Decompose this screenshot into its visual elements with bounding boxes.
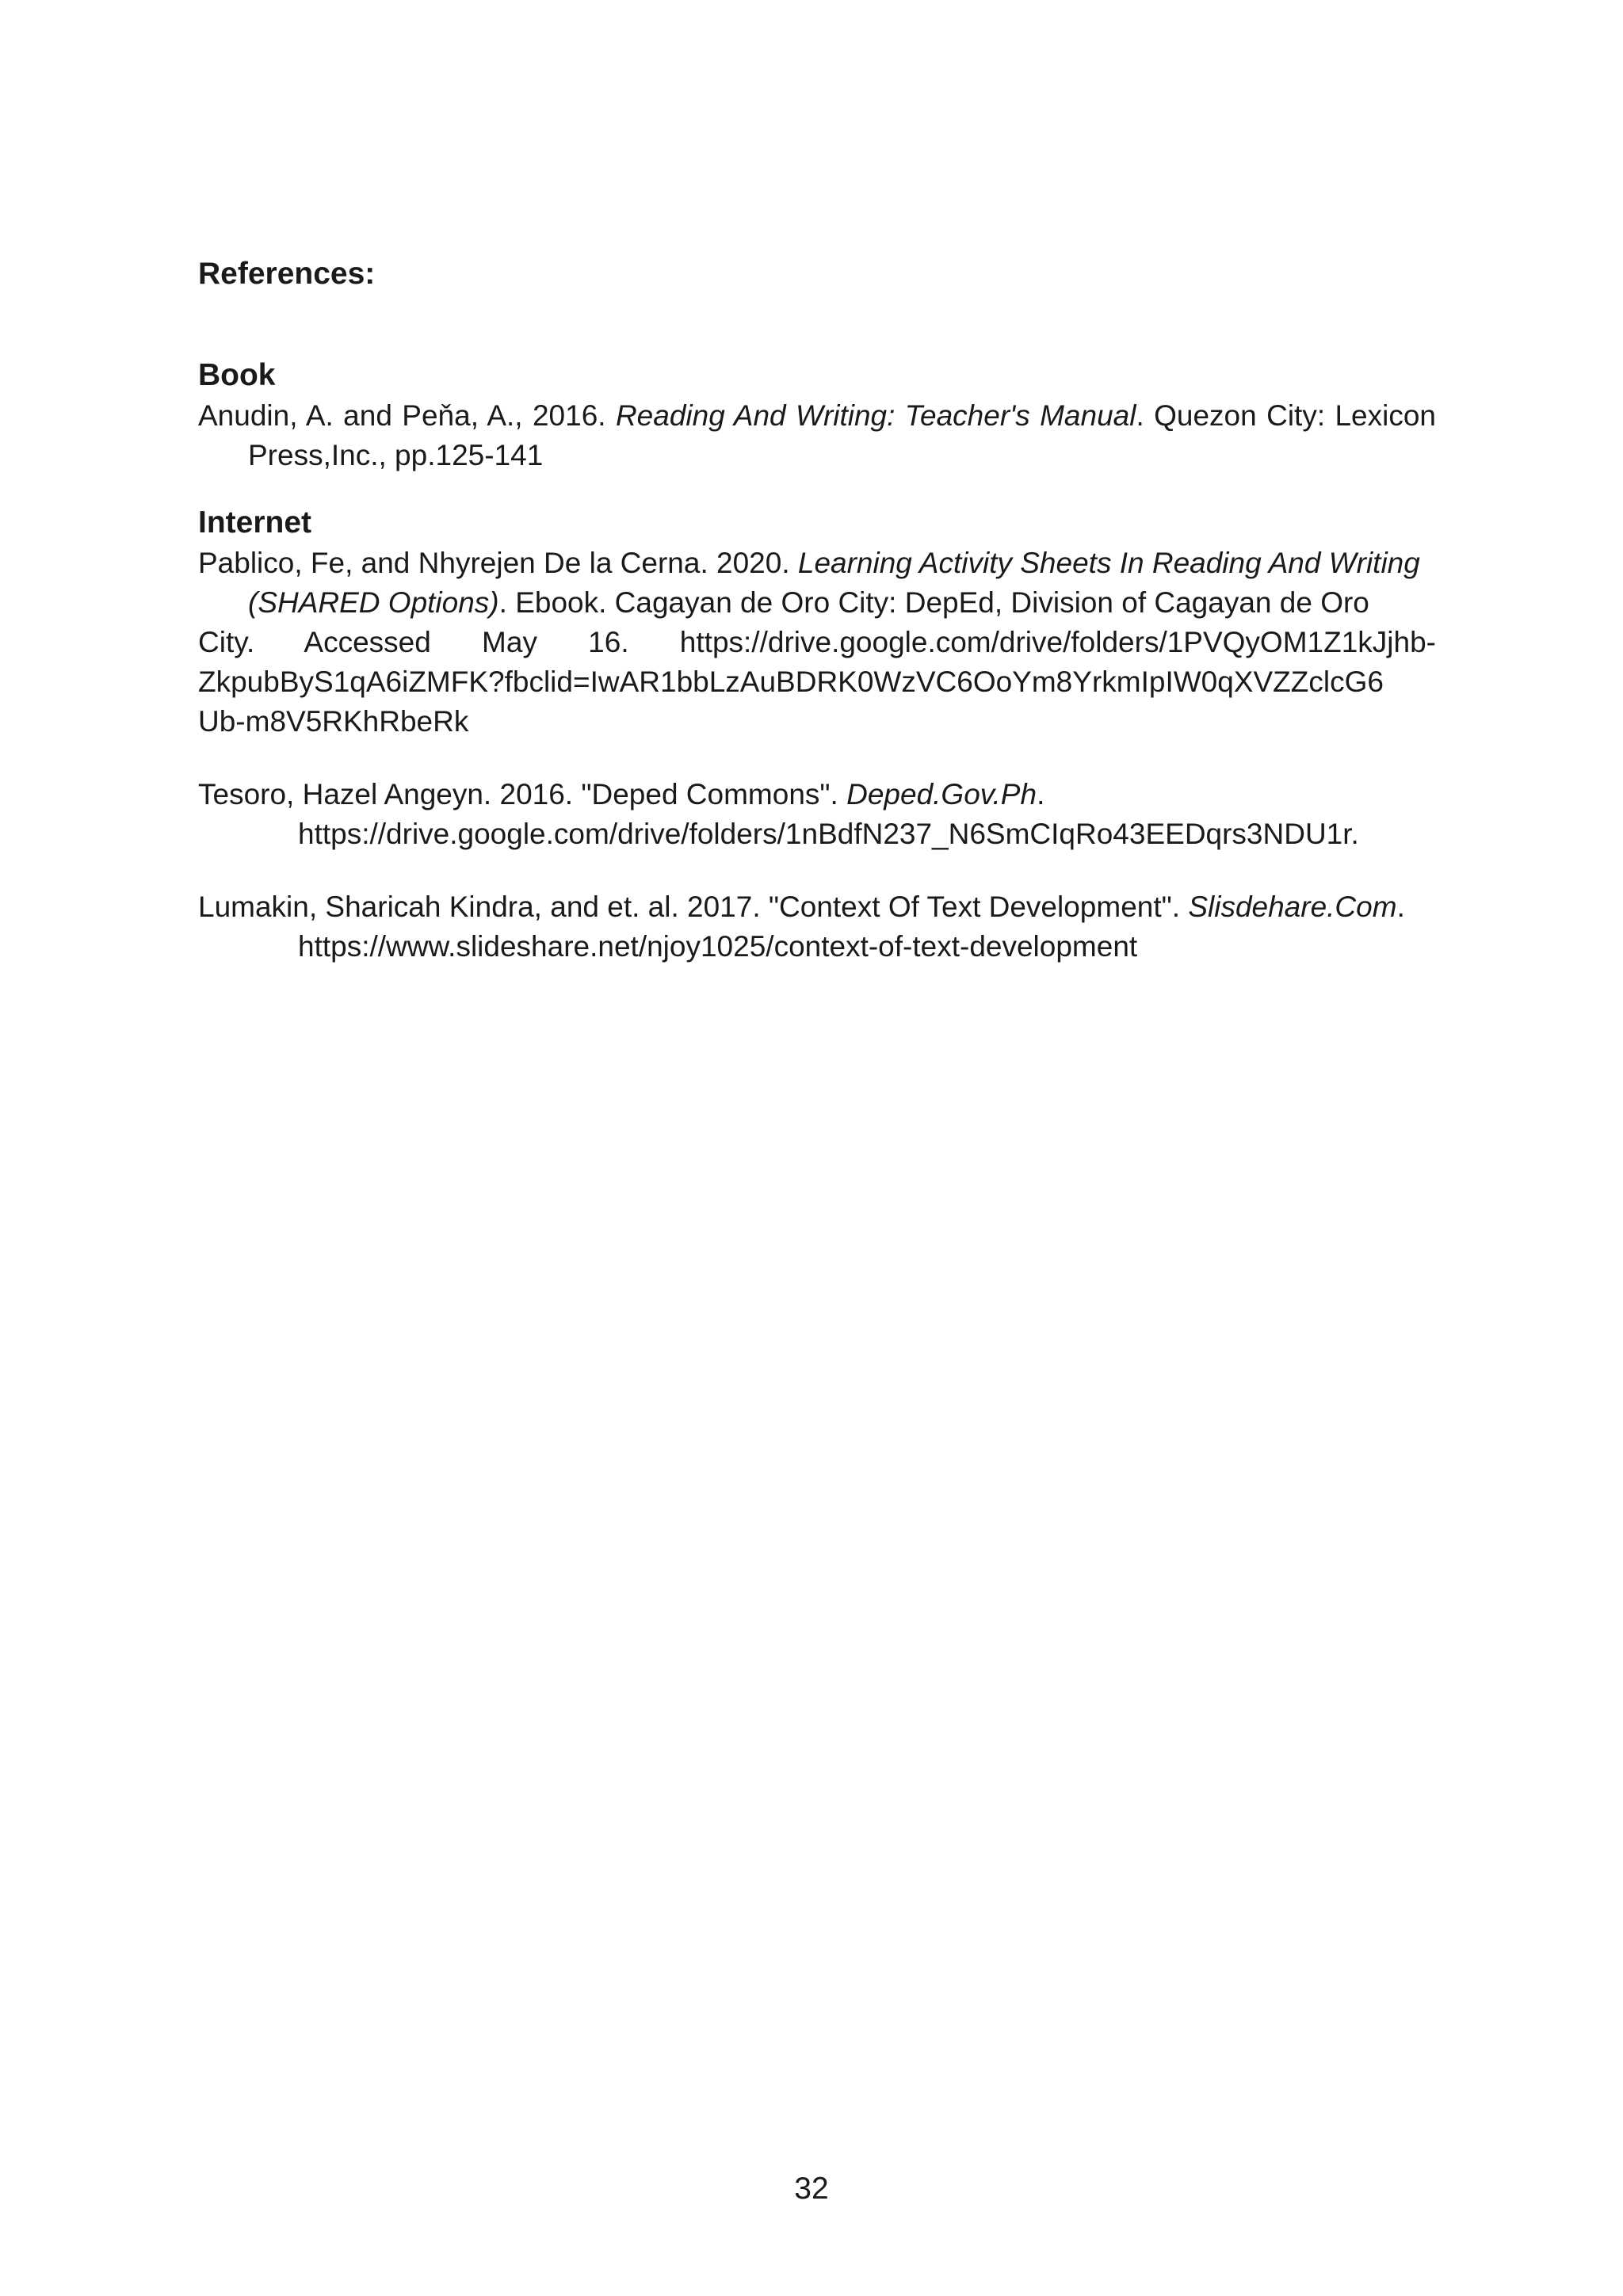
reference-lumakin: Lumakin, Sharicah Kindra, and et. al. 2017. "Context Of Text Development". Slisdehare.Com. https://www.slideshare.net/njoy1025/context-of-text-development: [198, 887, 1436, 967]
reference-url[interactable]: https://www.slideshare.net/njoy1025/context-of-text-development: [298, 930, 1138, 963]
reference-pablico-line4: ZkpubByS1qA6iZMFK?fbclid=IwAR1bbLzAuBDRK0WzVC6OoYm8YrkmIpIW0qXVZZclcG6: [198, 666, 1384, 698]
reference-pablico-line5: Ub-m8V5RKhRbeRk: [198, 705, 469, 738]
reference-pablico-line3: City. Accessed May 16. https://drive.google.com/drive/folders/1PVQyOM1Z1kJjhb-: [198, 626, 1436, 658]
reference-tesoro: Tesoro, Hazel Angeyn. 2016. "Deped Commons". Deped.Gov.Ph. https://drive.google.com/drive/folders/1nBdfN237_N6SmCIqRo43EEDqrs3NDU1r.: [198, 775, 1436, 854]
reference-author-year: Lumakin, Sharicah Kindra, and et. al. 2017. "Context Of Text Development".: [198, 891, 1189, 923]
references-title: References:: [198, 257, 376, 291]
reference-publisher: . Quezon City: Lexicon Press,Inc., pp.125-141: [248, 399, 1437, 471]
reference-author-year: Tesoro, Hazel Angeyn. 2016. "Deped Commons".: [198, 778, 847, 810]
reference-pablico-line1: Pablico, Fe, and Nhyrejen De la Cerna. 2020. Learning Activity Sheets In Reading And Writing: [198, 547, 1420, 579]
reference-title: Reading And Writing: Teacher's Manual: [615, 399, 1136, 432]
reference-pablico-line2: (SHARED Options). Ebook. Cagayan de Oro City: DepEd, Division of Cagayan de Oro: [248, 586, 1369, 619]
reference-author-year: Anudin, A. and Peňa, A., 2016.: [198, 399, 616, 432]
internet-heading: Internet: [198, 505, 312, 540]
reference-pablico: [198, 543, 1436, 742]
book-heading: Book: [198, 358, 276, 392]
reference-anudin: [198, 396, 1436, 475]
reference-site: Slisdehare.Com: [1188, 891, 1397, 923]
page-number: 32: [794, 2172, 829, 2206]
reference-url[interactable]: https://drive.google.com/drive/folders/1nBdfN237_N6SmCIqRo43EEDqrs3NDU1r.: [298, 818, 1359, 850]
reference-site: Deped.Gov.Ph: [846, 778, 1037, 810]
references-page: [198, 252, 1436, 967]
